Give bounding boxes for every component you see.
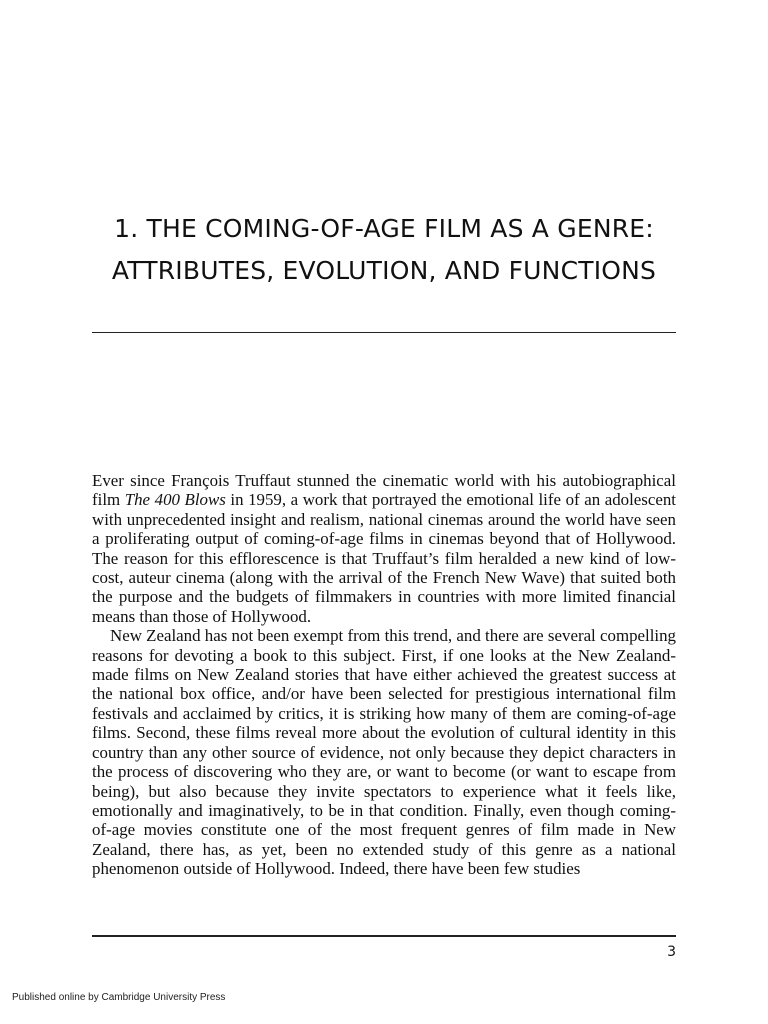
paragraph-2: New Zealand has not been exempt from this trend, and there are several compelling reasons for devoting a book to this subject. First, if one looks at the New Zealand-made films on New Zealand stories that have either achieved the greatest success at the national box office, and/or have been selected for prestigious international film festivals and acclaimed by critics, it is striking how many of them are coming-of-age films. Second, these films reveal more about the evolution of cultural identity in this country than any other source of evidence, not only because they depict characters in the process of discovering who they are, or want to become (or want to escape from being), but also because they invite spectators to experience what it feels like, emotionally and imaginatively, to be in that condition. Finally, even though coming-of-age movies constitute one of the most frequent genres of film made in New Zealand, there has, as yet, been no extended study of this genre as a national phenomenon outside of Hollywood. Indeed, there have been few studies [92,626,676,879]
paragraph-1 [92,471,676,626]
footer-divider [92,935,676,937]
paragraph-1-intro: Ever since François Truffaut stunned the cinematic world with his autobiographical film [92,471,676,510]
film-title: The 400 Blows [124,490,226,510]
title-divider [92,332,676,333]
body-text [92,471,676,879]
publisher-note: Published online by Cambridge University Press [12,992,226,1003]
page-number: 3 [667,944,676,960]
paragraph-1-rest: in 1959, a work that portrayed the emotional life of an adolescent with unprecedented insight and realism, national cinemas around the world have seen a proliferating output of coming-of-age films in cinemas beyond that of Hollywood. The reason for this efflorescence is that Truffaut’s film heralded a new kind of low-cost, auteur cinema (along with the arrival of the French New Wave) that suited both the purpose and the budgets of filmmakers in countries with more limited financial means than those of Hollywood. [92,490,676,626]
chapter-title: 1. THE COMING-OF-AGE FILM AS A GENRE: ATTRIBUTES, EVOLUTION, AND FUNCTIONS [111,214,657,285]
